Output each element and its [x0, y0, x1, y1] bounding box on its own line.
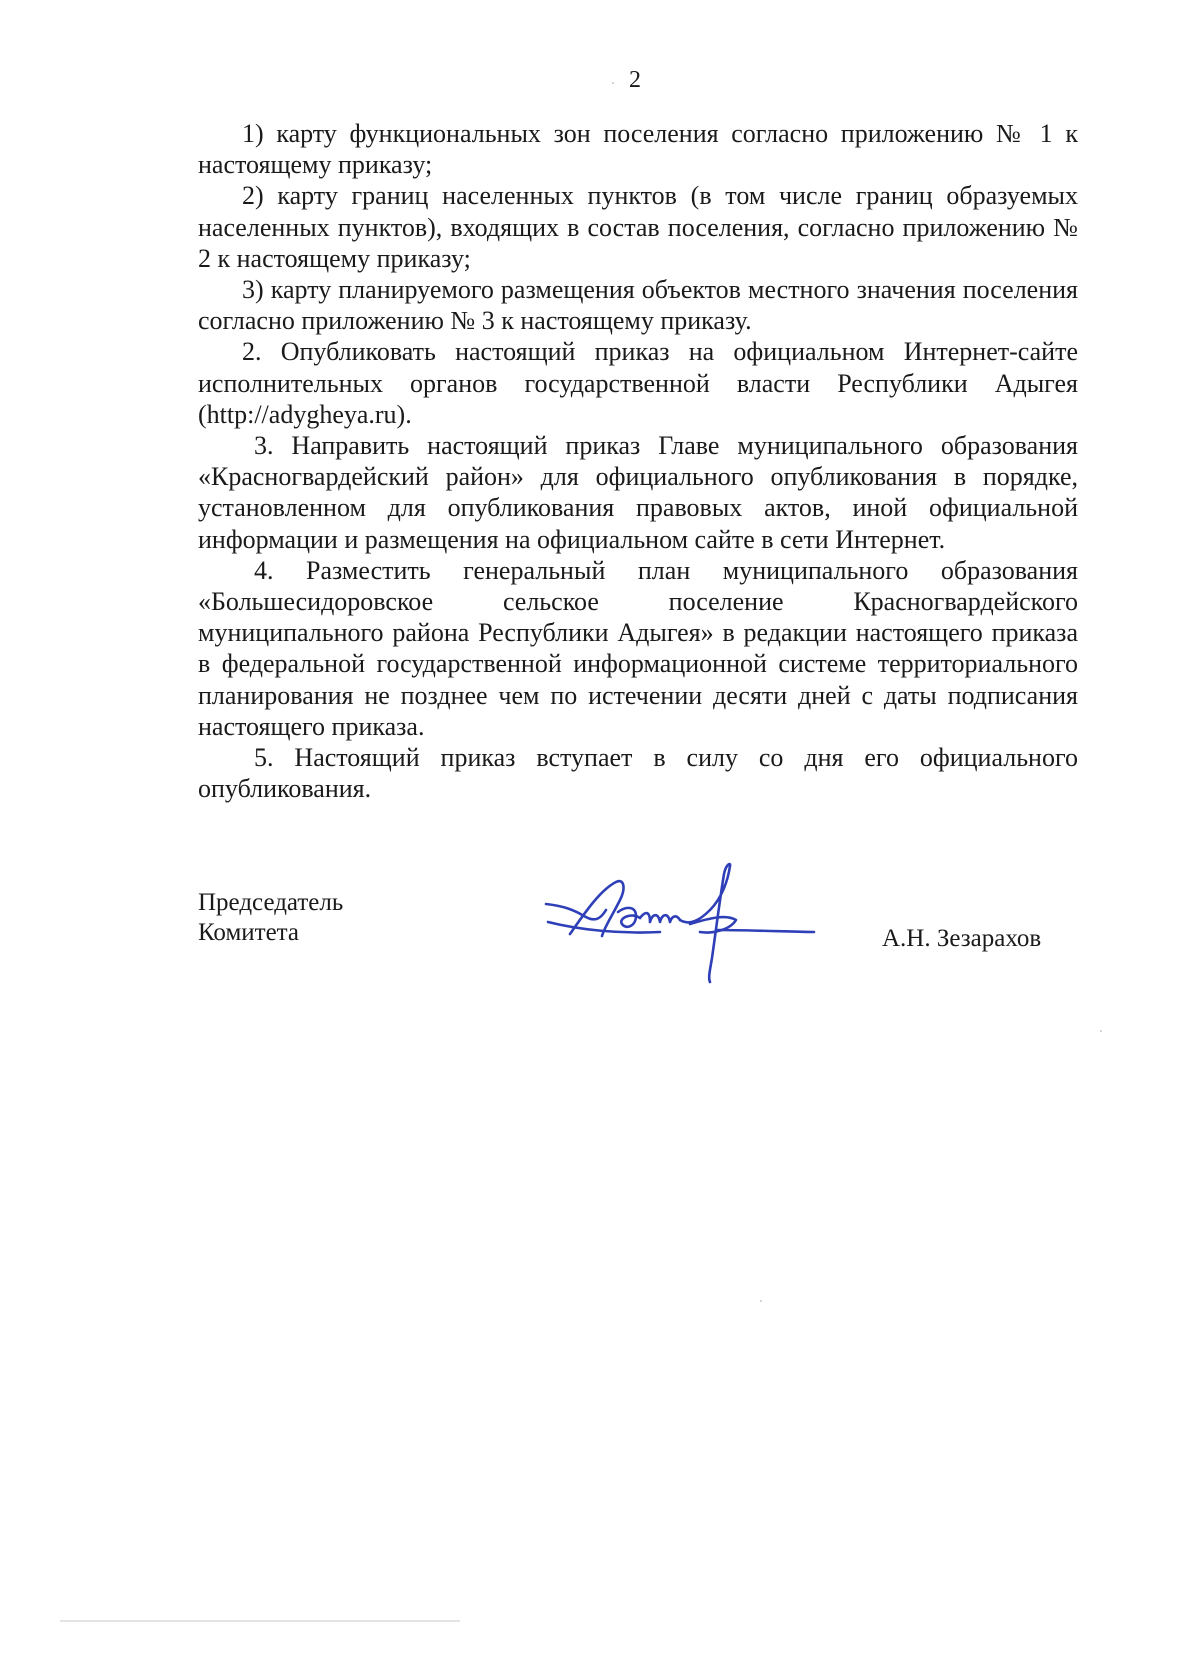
signatory-position: [198, 888, 343, 948]
paragraph-item-3: 3) карту планируемого размещения объектов местного значения поселения согласно приложению № 3 к настоящему приказу.: [198, 275, 1078, 336]
signatory-name: А.Н. Зезарахов: [882, 925, 1042, 952]
paragraph-effect: 5. Настоящий приказ вступает в силу со дня его официального опубликования.: [198, 743, 1078, 804]
paragraph-item-1: 1) карту функциональных зон поселения согласно приложению № 1 к настоящему приказу;: [198, 119, 1078, 180]
paragraph-item-2: 2) карту границ населенных пунктов (в том числе границ образуемых населенных пунктов), входящих в состав поселения, согласно приложению № 2 к настоящему приказу;: [198, 181, 1078, 273]
signatory-position-line1: Председатель: [198, 889, 344, 916]
scan-artifact-line: [60, 1620, 460, 1622]
paragraph-publish: 2. Опубликовать настоящий приказ на официальном Интернет-сайте исполнительных органов государственной власти Республики Адыгея (http://adygheya.ru).: [198, 337, 1078, 429]
page-number: 2: [629, 67, 641, 93]
paragraph-send: 3. Направить настоящий приказ Главе муниципального образования «Красногвардейский район» для официального опубликования в порядке, установленном для опубликования правовых актов, иной официальной информации и размещения на официальном сайте в сети Интернет.: [198, 431, 1078, 554]
scan-speck: [760, 1300, 762, 1302]
signatory-position-line2: Комитета: [198, 919, 300, 946]
scan-speck: [1100, 1030, 1102, 1032]
handwritten-signature: [540, 860, 820, 985]
document-body: [198, 118, 1078, 804]
scan-speck: [612, 82, 614, 84]
paragraph-place: 4. Разместить генеральный план муниципального образования «Большесидоровское сельское поселение Красногвардейского муниципального района Республики Адыгея» в редакции настоящего приказа в федеральной государственной информационной системе территориального планирования не позднее чем по истечении десяти дней с даты подписания настоящего приказа.: [198, 555, 1078, 741]
